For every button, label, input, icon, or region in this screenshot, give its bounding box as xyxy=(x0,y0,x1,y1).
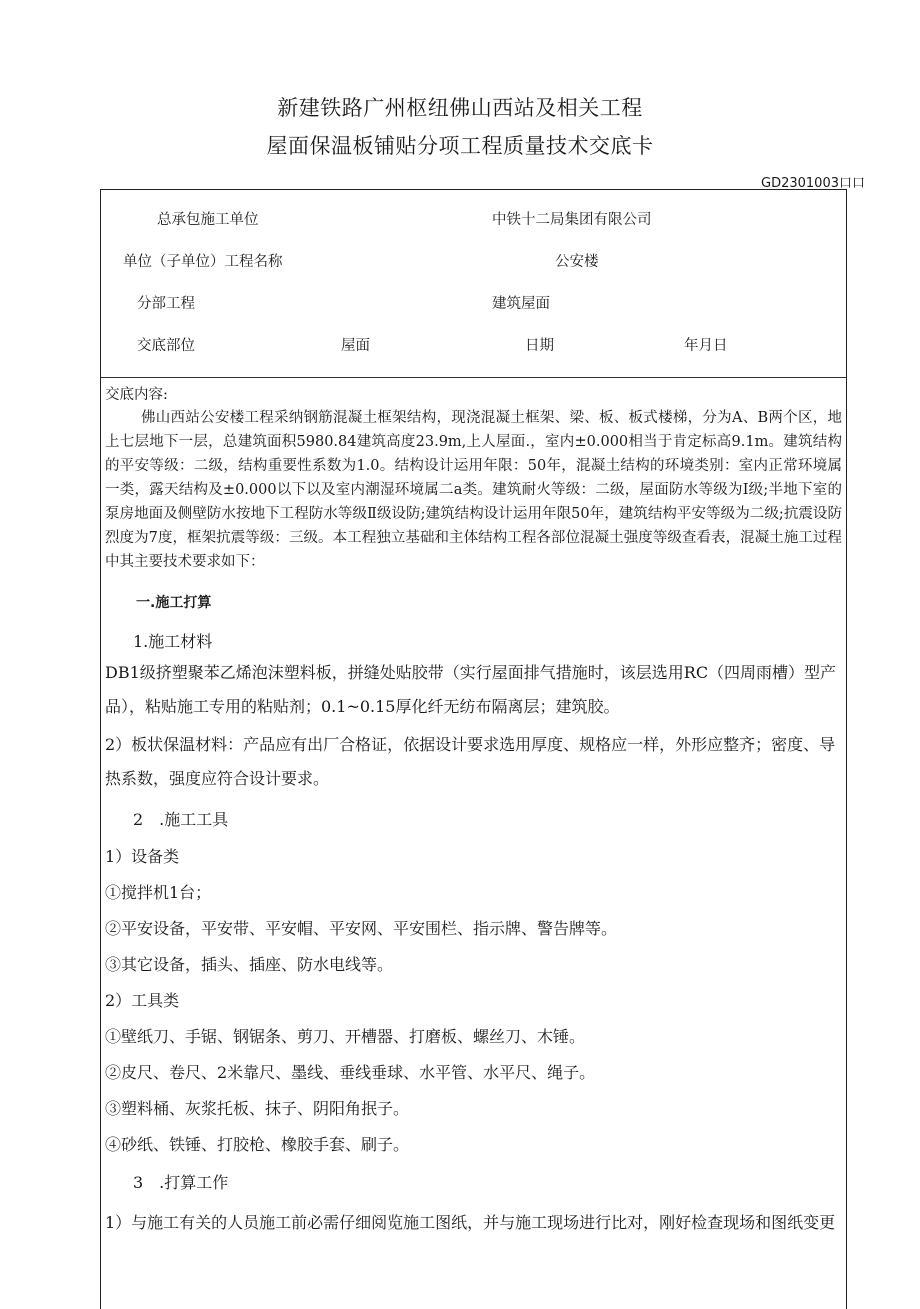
equipment-heading: 1）设备类 xyxy=(105,847,180,866)
date-label: 日期 xyxy=(525,338,554,354)
tools-item: ①壁纸刀、手锯、钢锯条、剪刀、开槽器、打磨板、螺丝刀、木锤。 xyxy=(105,1027,586,1046)
tools-item: ②皮尺、卷尺、2米靠尺、墨线、垂线垂球、水平管、水平尺、绳子。 xyxy=(105,1063,596,1082)
info-divider xyxy=(101,377,846,378)
contractor-label: 总承包施工单位 xyxy=(157,212,259,228)
section-construction-prep: 一.施工打算 xyxy=(136,595,212,611)
preparation-item: 1）与施工有关的人员施工前必需仔细阅览施工图纸，并与施工现场进行比对，刚好检查现场和图纸变更 xyxy=(105,1213,836,1232)
subproject-label: 分部工程 xyxy=(137,296,195,312)
tools-item: ③塑料桶、灰浆托板、抹子、阴阳角抿子。 xyxy=(105,1099,410,1118)
equipment-item: ②平安设备，平安带、平安帽、平安网、平安围栏、指示牌、警告牌等。 xyxy=(105,919,618,938)
disclosure-card xyxy=(100,189,847,1309)
heading-materials: 1.施工材料 xyxy=(133,632,213,651)
document-code: GD2301003口口 xyxy=(761,176,865,191)
materials-description: DB1级挤塑聚苯乙烯泡沫塑料板，拼缝处贴胶带（实行屋面排气措施时，该层选用RC（四周雨槽）型产品），粘贴施工专用的粘贴剂；0.1~0.15厚化纤无纺布隔离层；建筑胶。 xyxy=(105,663,837,716)
heading-tools: 2 .施工工具 xyxy=(133,810,229,829)
location-value: 屋面 xyxy=(341,338,370,354)
location-label: 交底部位 xyxy=(137,338,195,354)
board-material-description: 2）板状保温材料：产品应有出厂合格证，依据设计要求选用厚度、规格应一样，外形应整齐；密度、导热系数，强度应符合设计要求。 xyxy=(105,735,836,788)
content-label: 交底内容: xyxy=(105,387,168,403)
project-value: 公安楼 xyxy=(555,254,599,270)
equipment-item: ①搅拌机1台； xyxy=(105,883,212,902)
date-value: 年月日 xyxy=(684,338,728,354)
contractor-value: 中铁十二局集团有限公司 xyxy=(492,212,652,228)
equipment-item: ③其它设备，插头、插座、防水电线等。 xyxy=(105,955,394,974)
heading-preparation: 3 .打算工作 xyxy=(133,1173,229,1192)
subproject-value: 建筑屋面 xyxy=(492,296,550,312)
tools-item: ④砂纸、铁锤、打胶枪、橡胶手套、刷子。 xyxy=(105,1135,410,1154)
project-label: 单位（子单位）工程名称 xyxy=(123,254,283,270)
project-overview: 佛山西站公安楼工程采纳钢筋混凝土框架结构，现浇混凝土框架、梁、板、板式楼梯，分为A、B两个区，地上七层地下一层，总建筑面积5980.84建筑高度23.9m,上人屋面.，室内±0.000相当于肯定标高9.1m。建筑结构的平安等级：二级，结构重要性系数为1.0。结构设计运用年限：50年，混凝土结构的环境类别：室内正常环境属一类，露天结构及±0.000以下以及室内潮湿环境属二a类。建筑耐火等级：二级，屋面防水等级为Ⅰ级;半地下室的泵房地面及侧壁防水按地下工程防水等级Ⅱ级设防;建筑结构设计运用年限50年，建筑结构平安等级为二级;抗震设防烈度为7度，框架抗震等级：三级。本工程独立基础和主体结构工程各部位混凝土强度等级查看表，混凝土施工过程中其主要技术要求如下： xyxy=(105,410,842,570)
document-title: 新建铁路广州枢纽佛山西站及相关工程 xyxy=(277,96,643,120)
document-subtitle: 屋面保温板铺贴分项工程质量技术交底卡 xyxy=(266,134,654,158)
tools-heading: 2）工具类 xyxy=(105,991,180,1010)
disclosure-content xyxy=(105,384,842,574)
